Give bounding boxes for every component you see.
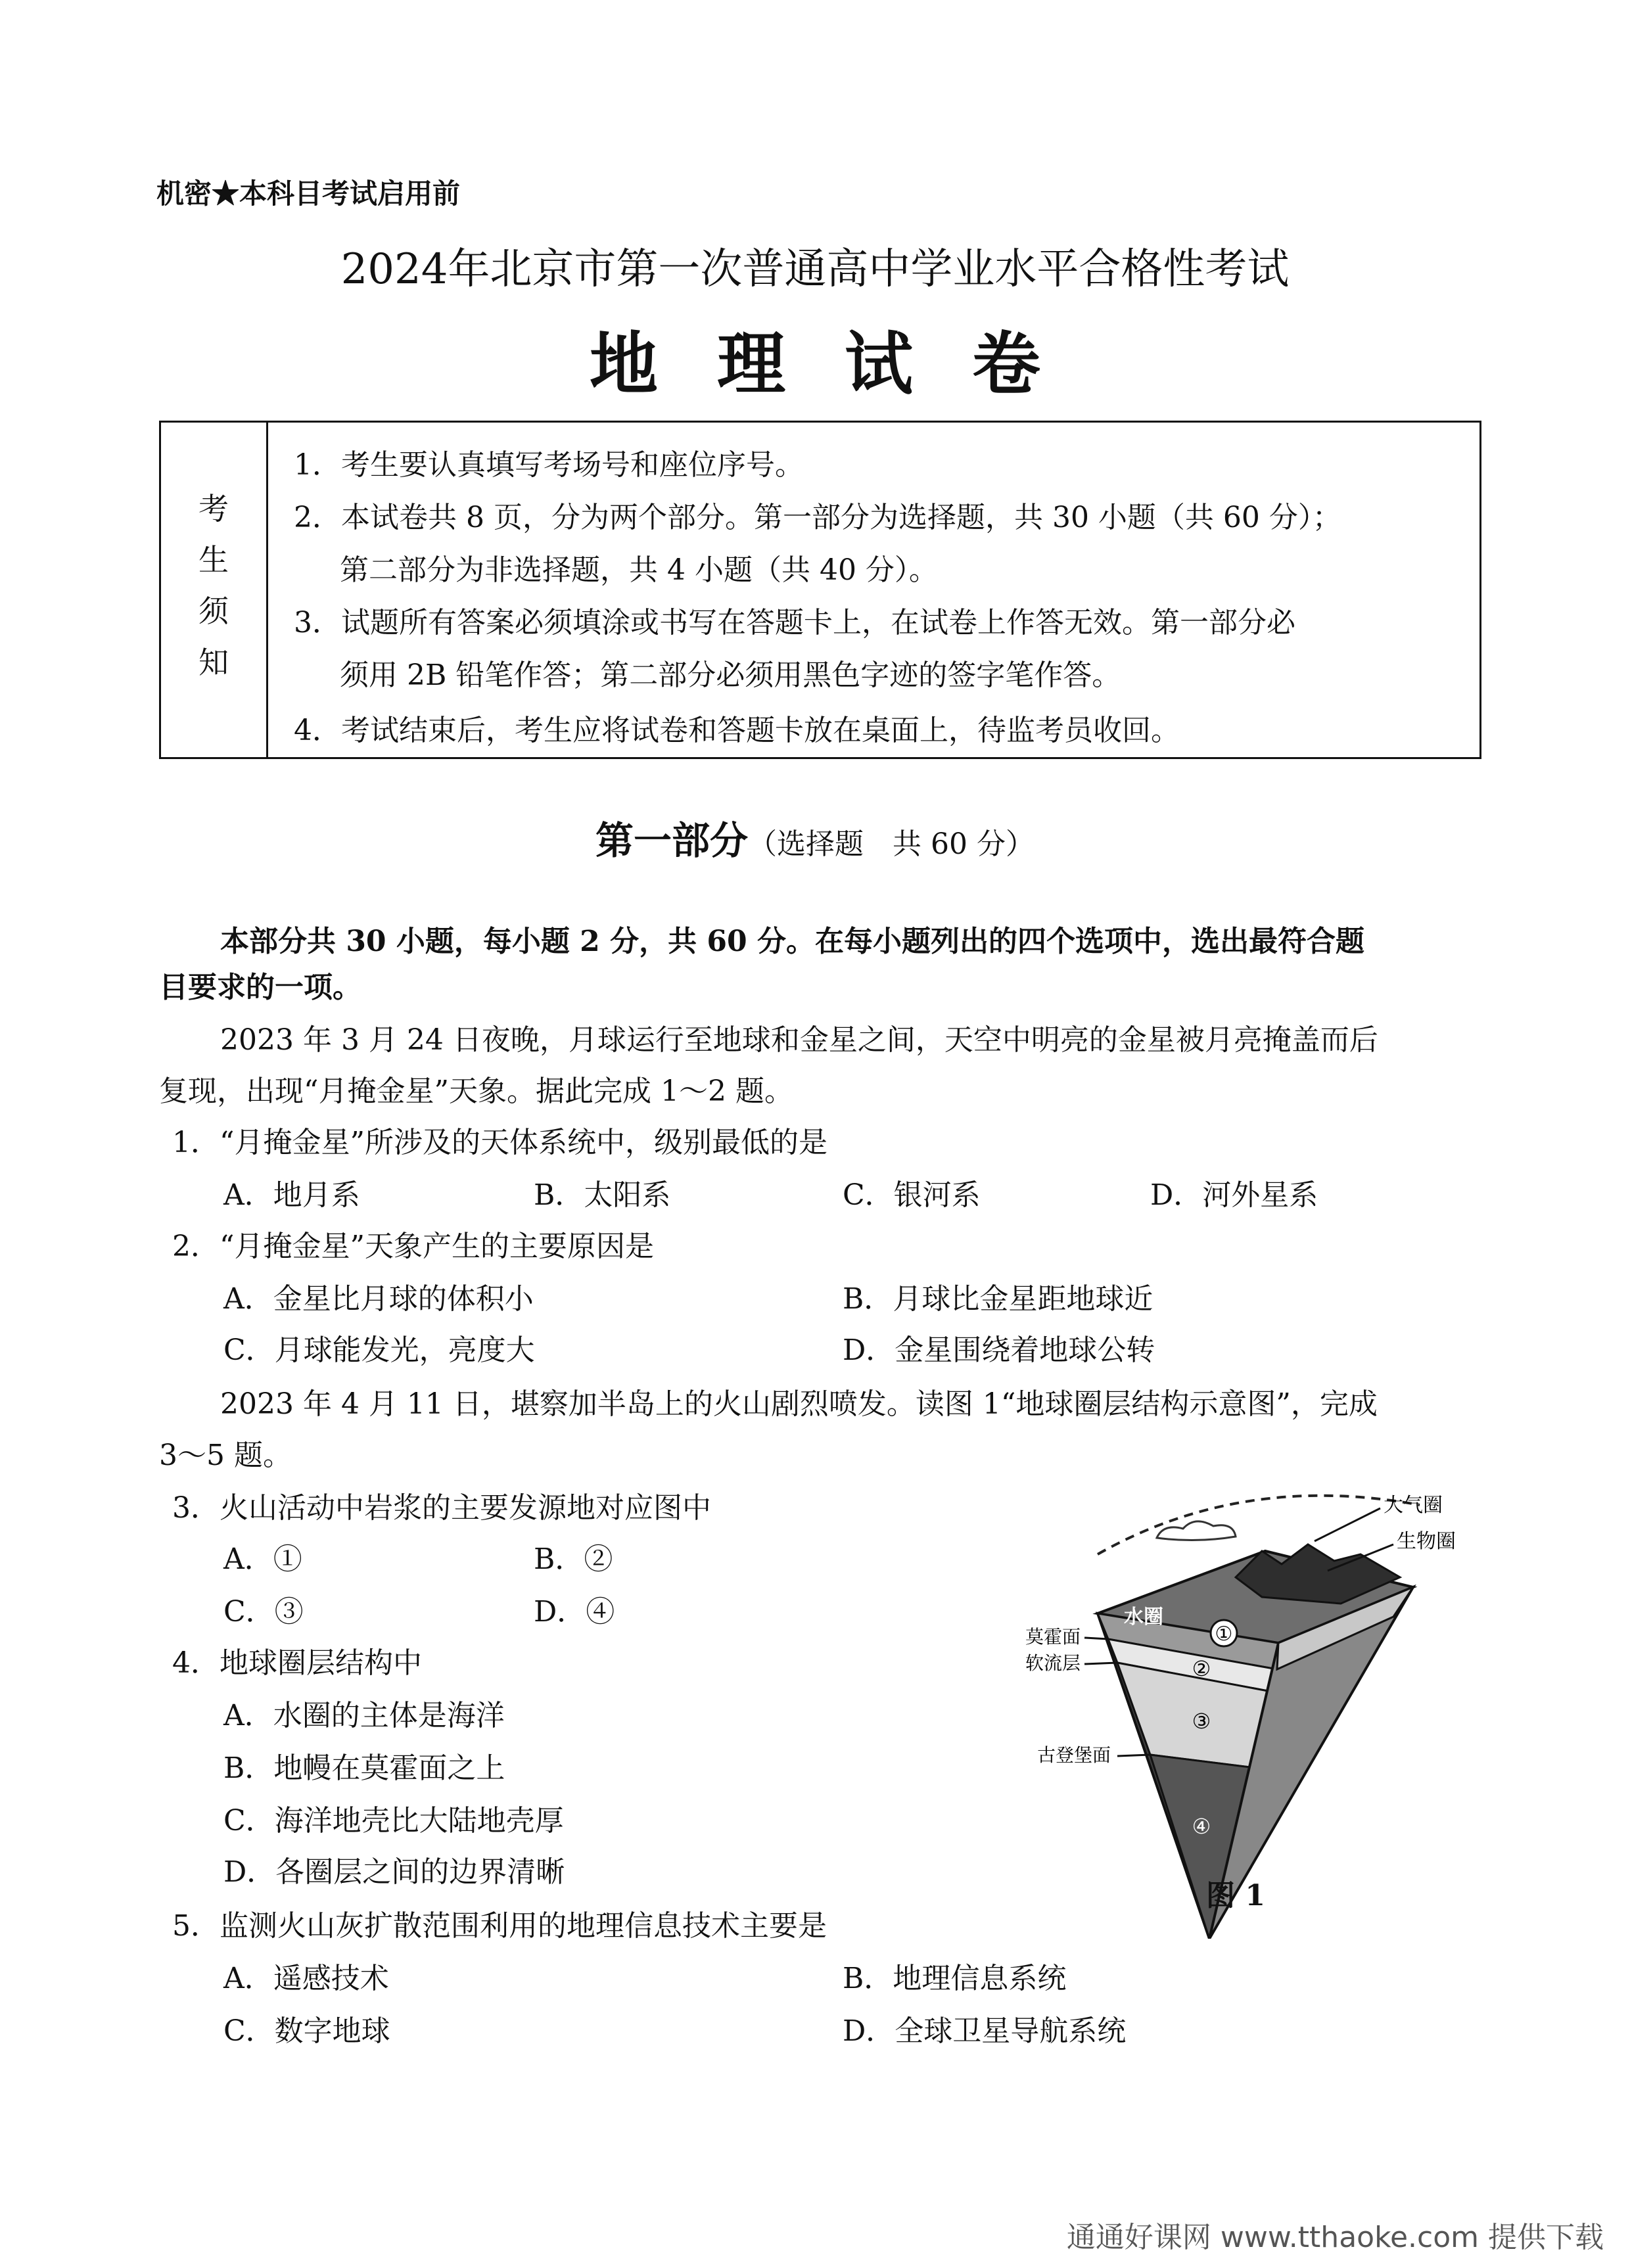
option-c: C．海洋地壳比大陆地壳厚 (223, 1804, 564, 1838)
atmosphere-label: 大气圈 (1384, 1494, 1443, 1517)
mark-4: ④ (1192, 1814, 1211, 1839)
subject-title: 地理试卷 (589, 323, 1100, 404)
question-stem: 4．地球圈层结构中 (172, 1646, 422, 1680)
part1-heading (0, 810, 1630, 865)
option-a: A．水圈的主体是海洋 (223, 1699, 505, 1732)
notice-item: 4．考试结束后，考生应将试卷和答题卡放在桌面上，待监考员收回。 (294, 714, 1180, 747)
question-stem: 2．“月掩金星”天象产生的主要原因是 (172, 1230, 654, 1263)
notice-label: 考生须知 (198, 491, 229, 680)
atmosphere-leader (1315, 1508, 1380, 1541)
option-d: D．金星围绕着地球公转 (843, 1333, 1155, 1367)
option-d: D．各圈层之间的边界清晰 (223, 1855, 565, 1889)
mark-1: ① (1215, 1623, 1233, 1646)
option-c: C．数字地球 (223, 2014, 390, 2048)
notice-item: 3．试题所有答案必须填涂或书写在答题卡上，在试卷上作答无效。第一部分必 (294, 606, 1295, 639)
asthenosphere-label: 软流层 (1025, 1652, 1081, 1674)
option-b: B．太阳系 (534, 1178, 671, 1212)
passage-text: 2023 年 3 月 24 日夜晚，月球运行至地球和金星之间，天空中明亮的金星被月亮掩盖而后 (220, 1023, 1378, 1057)
question-stem: 3．火山活动中岩浆的主要发源地对应图中 (172, 1491, 711, 1525)
option-c: C．银河系 (843, 1178, 981, 1212)
option-d: D．全球卫星导航系统 (843, 2014, 1127, 2048)
option-a: A．① (223, 1542, 302, 1576)
asthenosphere-leader (1084, 1663, 1117, 1664)
watermark-text: 通通好课网 www.tthaoke.com 提供下载 (1066, 2221, 1604, 2254)
earth-layer-diagram (1025, 1479, 1472, 1939)
part1-note: （选择题 共 60 分） (748, 827, 1035, 861)
option-c: C．③ (223, 1595, 304, 1629)
atmosphere-boundary (1098, 1496, 1420, 1554)
notice-item: 须用 2B 铅笔作答；第二部分必须用黑色字迹的签字笔作答。 (340, 659, 1121, 692)
option-a: A．金星比月球的体积小 (223, 1282, 534, 1316)
option-c: C．月球能发光，亮度大 (223, 1333, 535, 1367)
passage-text: 复现，出现“月掩金星”天象。据此完成 1～2 题。 (159, 1075, 793, 1108)
passage-text: 3～5 题。 (159, 1439, 292, 1472)
mark-2: ② (1192, 1656, 1211, 1681)
hydrosphere-label: 水圈 (1124, 1606, 1163, 1629)
option-b: B．月球比金星距地球近 (843, 1282, 1153, 1316)
notice-item: 1．考生要认真填写考场号和座位序号。 (294, 448, 804, 482)
figure-caption: 图 1 (1206, 1879, 1265, 1912)
option-b: B．地幔在莫霍面之上 (223, 1751, 505, 1785)
gutenberg-label: 古登堡面 (1037, 1744, 1111, 1766)
option-d: D．河外星系 (1150, 1178, 1318, 1212)
part1-instruction: 本部分共 30 小题，每小题 2 分，共 60 分。在每小题列出的四个选项中，选出最符合题 (220, 925, 1364, 958)
option-a: A．遥感技术 (223, 1962, 389, 1995)
moho-leader (1084, 1638, 1108, 1639)
cloud-shape (1157, 1521, 1236, 1540)
exam-title: 2024年北京市第一次普通高中学业水平合格性考试 (340, 245, 1290, 294)
exam-notice-box (159, 421, 1481, 759)
part1-title: 第一部分 (595, 818, 749, 863)
notice-item: 第二部分为非选择题，共 4 小题（共 40 分）。 (340, 553, 938, 587)
gutenberg-leader (1117, 1755, 1150, 1756)
option-a: A．地月系 (223, 1178, 360, 1212)
passage-text: 2023 年 4 月 11 日，堪察加半岛上的火山剧烈喷发。读图 1“地球圈层结构示意图”，完成 (220, 1387, 1378, 1421)
confidential-notice: 机密★本科目考试启用前 (156, 177, 461, 210)
mark-3: ③ (1192, 1709, 1211, 1734)
notice-divider (266, 423, 268, 757)
moho-label: 莫霍面 (1025, 1626, 1081, 1648)
option-b: B．地理信息系统 (843, 1962, 1067, 1995)
question-stem: 5．监测火山灰扩散范围利用的地理信息技术主要是 (172, 1909, 827, 1943)
option-b: B．② (534, 1542, 613, 1576)
biosphere-label: 生物圈 (1397, 1530, 1456, 1553)
notice-item: 2．本试卷共 8 页，分为两个部分。第一部分为选择题，共 30 小题（共 60 分）； (294, 501, 1341, 534)
question-stem: 1．“月掩金星”所涉及的天体系统中，级别最低的是 (172, 1126, 827, 1159)
part1-instruction: 目要求的一项。 (159, 971, 361, 1004)
option-d: D．④ (534, 1595, 615, 1629)
